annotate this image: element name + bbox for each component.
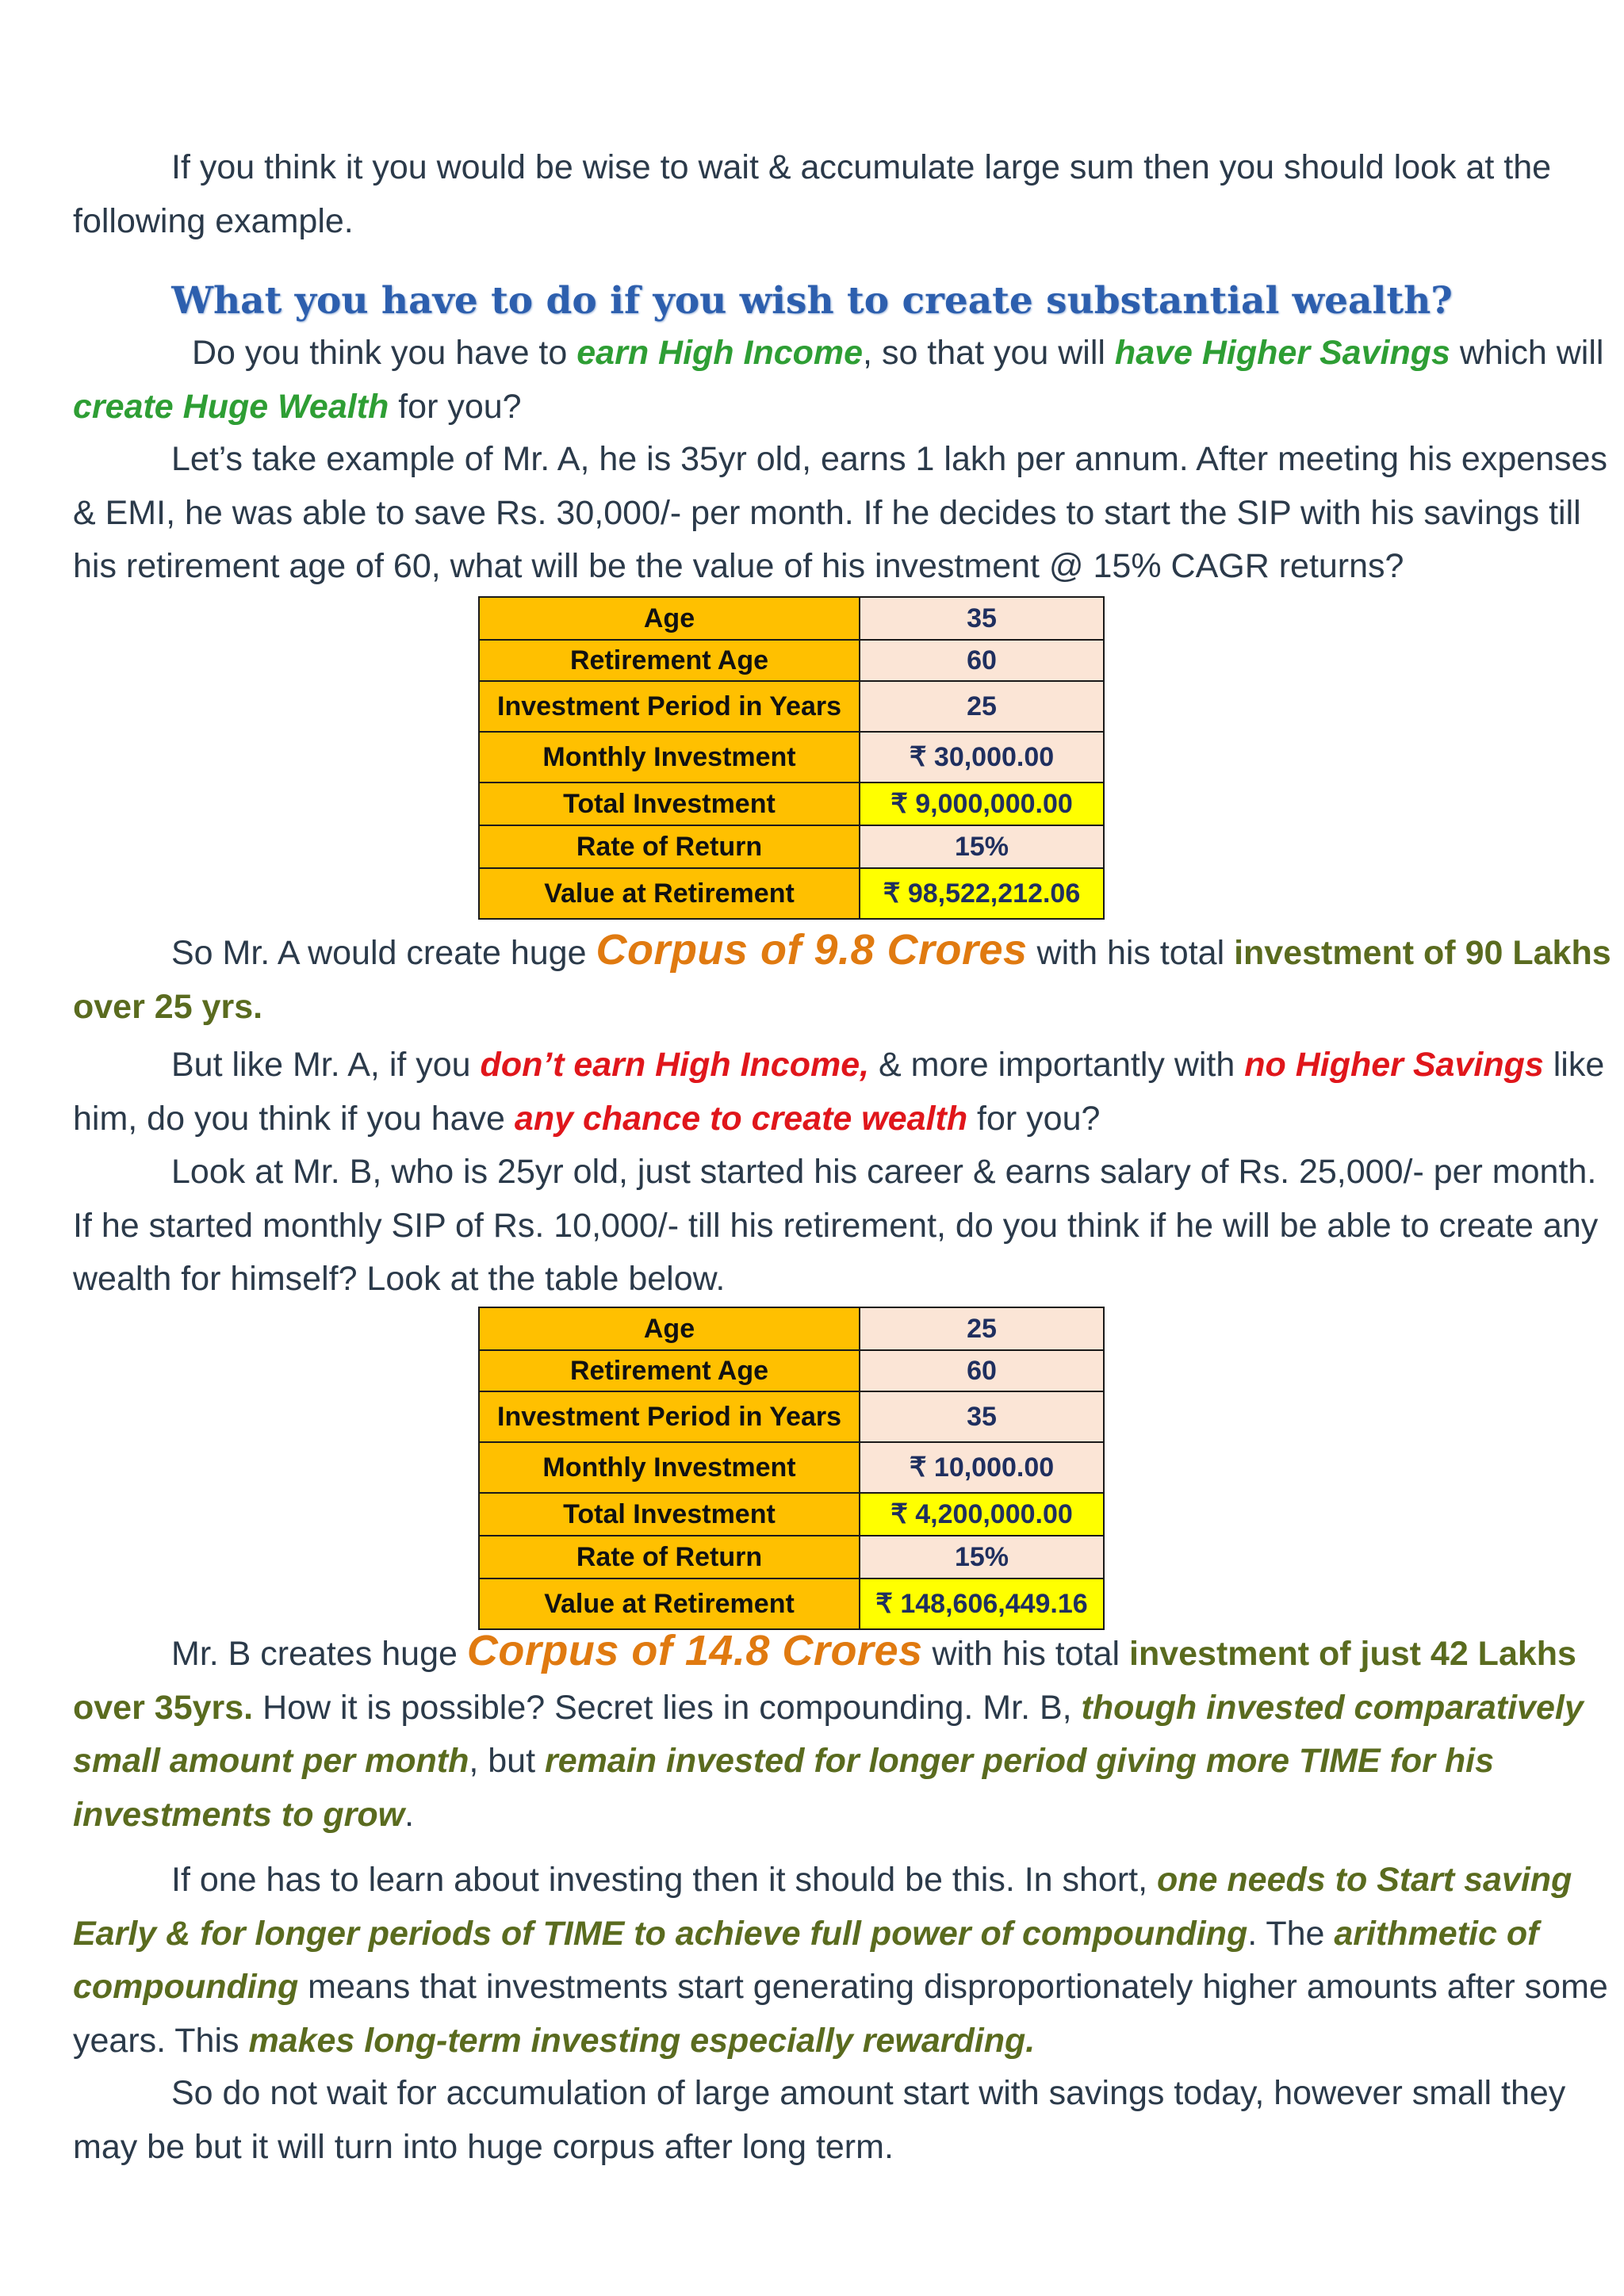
table-value-cell: ₹ 10,000.00 [860,1442,1104,1493]
table-label-cell: Investment Period in Years [479,681,860,732]
table-value-cell: 35 [860,1391,1104,1442]
paragraph-conclusion: So do not wait for accumulation of large amount start with savings today, however small they may be but it will turn into huge corpus after long term. [73,2074,1566,2166]
paragraph-low-income-question: But like Mr. A, if you don’t earn High Income, & more importantly with no Higher Savings like him, do you think if you have any chance to create wealth for you? [73,1046,1605,1138]
table-value-cell: ₹ 4,200,000.00 [860,1493,1104,1536]
table-row [479,1391,1104,1442]
paragraph-mr-b-example: Look at Mr. B, who is 25yr old, just started his career & earns salary of Rs. 25,000/- per month. If he started monthly SIP of Rs. 10,000/- till his retirement, do you think if he will be able to create any wealth for himself? Look at the table below. [73,1153,1599,1298]
paragraph-compounding-lesson: If one has to learn about investing then it should be this. In short, one needs to Start saving Early & for longer periods of TIME to achieve full power of compounding. The arithmetic of compounding means that investments start generating disproportionately higher amounts after some years. This makes long-term investing especially rewarding. [73,1861,1608,2060]
table-value-cell: 25 [860,1307,1104,1350]
table-label-cell: Total Investment [479,783,860,825]
table-value-cell: 60 [860,1350,1104,1391]
table-value-cell: 15% [860,1536,1104,1578]
table-value-cell: 15% [860,825,1104,868]
table-label-cell: Rate of Return [479,1536,860,1578]
table-label-cell: Value at Retirement [479,1578,860,1629]
table-row [479,1578,1104,1629]
table-row [479,732,1104,783]
paragraph-mr-a-example: Let’s take example of Mr. A, he is 35yr old, earns 1 lakh per annum. After meeting his expenses & EMI, he was able to save Rs. 30,000/- per month. If he decides to start the SIP with his savings till his retirement age of 60, what will be the value of his investment @ 15% CAGR returns? [73,440,1607,585]
section-heading: What you have to do if you wish to create substantial wealth? [171,279,1453,323]
table-value-cell: ₹ 9,000,000.00 [860,783,1104,825]
table-label-cell: Total Investment [479,1493,860,1536]
table-label-cell: Retirement Age [479,640,860,681]
table-row [479,1442,1104,1493]
table-row [479,868,1104,919]
table-row [479,640,1104,681]
table-value-cell: ₹ 30,000.00 [860,732,1104,783]
table-label-cell: Value at Retirement [479,868,860,919]
table-label-cell: Retirement Age [479,1350,860,1391]
table-row [479,1307,1104,1350]
corpus-highlight: Corpus of 14.8 Crores [466,1627,923,1674]
table-label-cell: Rate of Return [479,825,860,868]
table-value-cell: ₹ 148,606,449.16 [860,1578,1104,1629]
table-row [479,597,1104,640]
paragraph-mr-b-corpus: Mr. B creates huge Corpus of 14.8 Crores with his total investment of just 42 Lakhs over 35yrs. How it is possible? Secret lies in compounding. Mr. B, though invested comparatively small amount per month, but remain invested for longer period giving more TIME for his investments to grow. [73,1627,1584,1834]
table-label-cell: Monthly Investment [479,732,860,783]
table-label-cell: Monthly Investment [479,1442,860,1493]
table-row [479,783,1104,825]
paragraph-mr-a-corpus: So Mr. A would create huge Corpus of 9.8 Crores with his total investment of 90 Lakhs over 25 yrs. [73,926,1611,1026]
table-row [479,1493,1104,1536]
table-row [479,681,1104,732]
table-value-cell: 35 [860,597,1104,640]
table-value-cell: 25 [860,681,1104,732]
corpus-highlight: Corpus of 9.8 Crores [596,926,1028,974]
intro-paragraph: If you think it you would be wise to wait & accumulate large sum then you should look at the following example. [73,148,1552,240]
table-row [479,825,1104,868]
mr-a-investment-table [478,596,1105,920]
table-label-cell: Age [479,1307,860,1350]
mr-b-investment-table [478,1307,1105,1630]
table-row [479,1350,1104,1391]
table-value-cell: 60 [860,640,1104,681]
table-label-cell: Investment Period in Years [479,1391,860,1442]
table-value-cell: ₹ 98,522,212.06 [860,868,1104,919]
paragraph-high-income-question: Do you think you have to earn High Income, so that you will have Higher Savings which will create Huge Wealth for you? [73,334,1604,426]
table-row [479,1536,1104,1578]
table-label-cell: Age [479,597,860,640]
